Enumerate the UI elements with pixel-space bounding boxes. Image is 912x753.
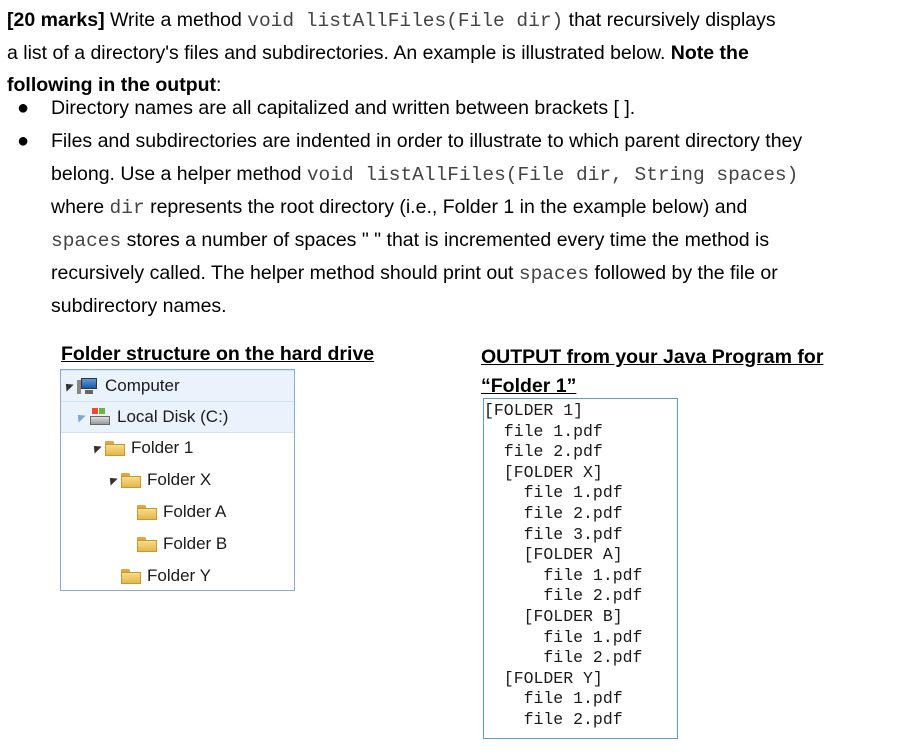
- output-line: file 3.pdf: [484, 524, 623, 544]
- expand-arrow-icon[interactable]: [106, 474, 117, 485]
- computer-icon: [77, 377, 99, 395]
- output-heading: OUTPUT from your Java Program for “Folder 1”: [481, 346, 824, 397]
- tree-item-folder-b[interactable]: Folder B: [137, 529, 227, 559]
- output-line: [FOLDER Y]: [484, 668, 603, 688]
- helper-signature: void listAllFiles(File dir, String spaces): [306, 164, 799, 186]
- folder-icon: [121, 472, 141, 488]
- output-line: [FOLDER A]: [484, 545, 623, 565]
- tree-item-local-disk[interactable]: Local Disk (C:): [61, 401, 294, 433]
- program-output: [483, 398, 678, 739]
- folder-icon: [105, 440, 125, 456]
- bullet-icon: ●: [17, 97, 30, 119]
- list-item: ● Directory names are all capitalized and written between brackets [ ].: [7, 92, 905, 125]
- tree-item-computer[interactable]: Computer: [61, 370, 294, 402]
- output-line: file 2.pdf: [484, 710, 623, 729]
- method-signature: void listAllFiles(File dir): [247, 10, 564, 32]
- output-line: file 1.pdf: [484, 483, 623, 503]
- tree-item-folder-x[interactable]: Folder X: [109, 465, 211, 495]
- output-line: [FOLDER B]: [484, 607, 623, 626]
- hard-disk-icon: [89, 408, 111, 426]
- output-line: file 1.pdf: [484, 421, 603, 441]
- output-line: file 1.pdf: [484, 627, 643, 647]
- output-line: file 2.pdf: [484, 586, 643, 606]
- note-label: Note the: [670, 41, 749, 64]
- question-line-1: [20 marks] Write a method void listAllFiles(File dir) that recursively displays: [7, 9, 776, 32]
- tree-item-folder-y[interactable]: Folder Y: [121, 561, 211, 591]
- expand-arrow-icon[interactable]: [74, 411, 85, 422]
- bullet-icon: ●: [17, 130, 30, 152]
- expand-arrow-icon[interactable]: [90, 442, 101, 453]
- requirements-list: [7, 92, 905, 323]
- marks-label: [20 marks]: [7, 9, 105, 31]
- output-line: file 2.pdf: [484, 504, 623, 523]
- expand-arrow-icon[interactable]: [62, 380, 73, 391]
- question-line-2: a list of a directory's files and subdirectories. An example is illustrated below. Note the: [7, 41, 749, 64]
- question-paragraph: [7, 4, 905, 102]
- folder-icon: [137, 536, 157, 552]
- output-line: file 2.pdf: [484, 648, 643, 668]
- output-line: [FOLDER X]: [484, 462, 603, 482]
- folder-icon: [137, 504, 157, 520]
- folder-tree: [60, 369, 295, 591]
- tree-item-folder-a[interactable]: Folder A: [137, 497, 226, 527]
- question-line-3: following in the output:: [7, 74, 222, 96]
- folder-structure-heading: Folder structure on the hard drive: [61, 343, 375, 365]
- output-line: file 1.pdf: [484, 565, 643, 585]
- output-line: [FOLDER 1]: [484, 401, 584, 420]
- output-line: file 1.pdf: [484, 689, 623, 709]
- list-item: ● Files and subdirectories are indented in order to illustrate to which parent directory they belong. Use a helper method void listAllFiles(File dir, String spaces) where dir represents the root directory (i.e., Folder 1 in the example below) and spaces stores a number of spaces " " that is incremented every time the method is recursively called. The helper method should print out spaces followed by the file or subdirectory names.: [7, 125, 905, 323]
- output-line: file 2.pdf: [484, 442, 603, 462]
- tree-item-folder-1[interactable]: Folder 1: [93, 433, 193, 463]
- folder-icon: [121, 568, 141, 584]
